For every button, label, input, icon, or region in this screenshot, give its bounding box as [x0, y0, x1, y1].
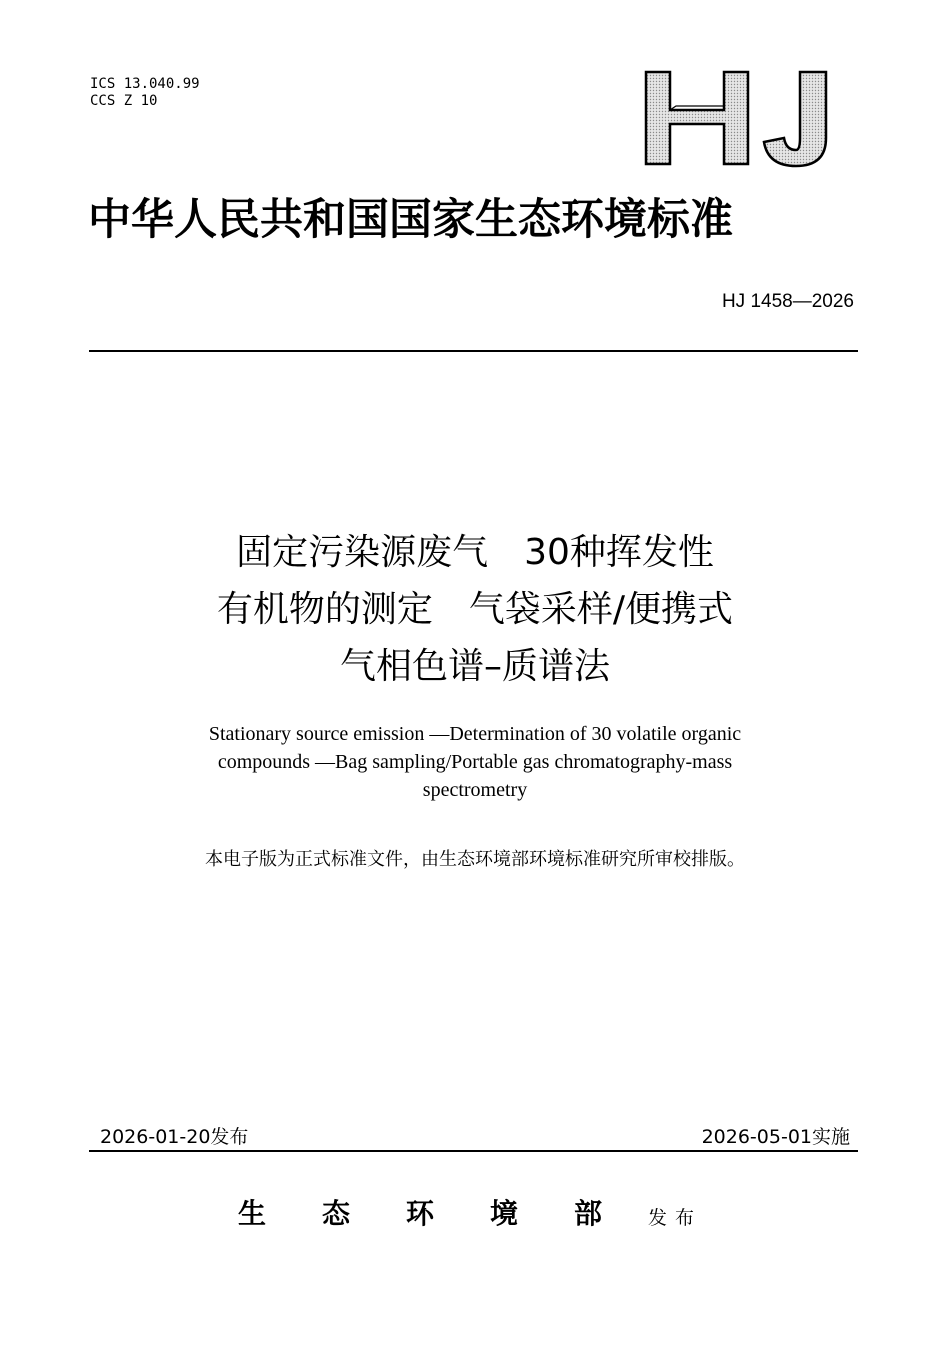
- english-title-line: Stationary source emission —Determination of 30 volatile organic: [208, 723, 742, 745]
- english-title-line: compounds —Bag sampling/Portable gas chromatography-mass: [217, 751, 733, 773]
- classification-codes: [90, 76, 200, 110]
- publisher-char: 部: [574, 1197, 604, 1230]
- english-title: [0, 720, 950, 804]
- chinese-title-line: 有机物的测定 气袋采样/便携式: [216, 589, 734, 630]
- top-divider: [89, 350, 858, 352]
- publisher-char: 生: [238, 1197, 268, 1230]
- ccs-code: CCS Z 10: [90, 93, 158, 109]
- bottom-divider: [89, 1150, 858, 1152]
- chinese-title-line: 固定污染源废气 30种挥发性: [236, 532, 714, 573]
- publish-label: 发布: [648, 1207, 703, 1229]
- english-title-line: spectrometry: [422, 779, 528, 801]
- electronic-version-notice: 本电子版为正式标准文件，由生态环境部环境标准研究所审校排版。: [205, 849, 745, 870]
- issue-date: 2026-01-20发布: [100, 1126, 249, 1148]
- publisher-name: [238, 1192, 658, 1232]
- ics-code: ICS 13.040.99: [90, 76, 200, 92]
- standard-number: HJ 1458—2026: [721, 291, 854, 312]
- organization-title: 中华人民共和国国家生态环境标准: [88, 195, 733, 245]
- publisher-char: 环: [406, 1197, 436, 1230]
- publisher-char: 境: [490, 1197, 520, 1230]
- publisher-char: 态: [322, 1197, 352, 1230]
- logo-letter-h: [646, 72, 748, 164]
- implementation-date: 2026-05-01实施: [701, 1126, 850, 1148]
- hj-logo: [640, 68, 840, 172]
- chinese-title: [0, 524, 950, 695]
- logo-letter-j: [764, 72, 826, 166]
- chinese-title-line: 气相色谱–质谱法: [339, 646, 610, 687]
